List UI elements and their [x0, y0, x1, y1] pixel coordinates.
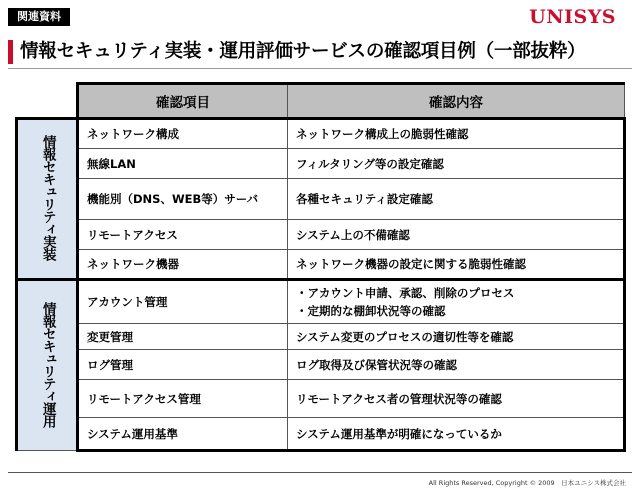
category-cell	[17, 119, 78, 280]
table-row	[17, 179, 625, 220]
table-row	[17, 350, 625, 380]
check-item-cell: 変更管理	[78, 324, 288, 350]
check-content-line: システム上の不備確認	[296, 227, 410, 242]
page-title: 情報セキュリティ実装・運用評価サービスの確認項目例（一部抜粋）	[20, 41, 586, 62]
check-content-cell	[288, 250, 625, 280]
table-row	[17, 324, 625, 350]
check-items-table	[15, 82, 626, 452]
unisys-logo: UNISYS	[529, 6, 616, 28]
category-label: 情報セキュリティ運用	[39, 301, 56, 427]
check-content-cell	[288, 280, 625, 324]
table-row	[17, 380, 625, 418]
check-content-line: 各種セキュリティ設定確認	[296, 192, 433, 206]
copyright-footer: All Rights Reserved, Copyright © 2009 日本ユニシス株式会社	[428, 479, 626, 487]
table-body	[17, 119, 625, 451]
table-row	[17, 220, 625, 250]
check-content-cell	[288, 220, 625, 250]
table-row	[17, 149, 625, 179]
check-content-cell	[288, 119, 625, 149]
related-materials-tag: 関連資料	[8, 8, 70, 26]
title-accent-bar	[8, 40, 13, 64]
check-content-cell	[288, 380, 625, 418]
table-header-row	[17, 84, 625, 119]
check-item-cell: システム運用基準	[78, 418, 288, 451]
check-content-line: ネットワーク機器の設定に関する脆弱性確認	[296, 257, 526, 271]
check-content-line: ネットワーク構成上の脆弱性確認	[296, 127, 469, 141]
check-content-cell	[288, 350, 625, 380]
check-item-cell: ネットワーク機器	[78, 250, 288, 280]
check-content-line: ログ取得及び保管状況等の確認	[296, 357, 457, 372]
table-row	[17, 418, 625, 451]
check-content-cell	[288, 418, 625, 451]
check-content-cell	[288, 324, 625, 350]
check-item-cell: ログ管理	[78, 350, 288, 380]
title-divider	[8, 68, 632, 69]
table-row	[17, 280, 625, 324]
check-item-cell: 無線LAN	[78, 149, 288, 179]
check-item-cell: リモートアクセス	[78, 220, 288, 250]
check-content-line: ・定期的な棚卸状況等の確認	[296, 304, 446, 318]
check-content-cell	[288, 149, 625, 179]
check-item-cell: 機能別（DNS、WEB等）サーバ	[78, 179, 288, 220]
check-content-line: システム変更のプロセスの適切性等を確認	[296, 329, 514, 344]
check-content-line: フィルタリング等の設定確認	[296, 156, 444, 171]
column-header-content: 確認内容	[288, 84, 625, 119]
check-content-line: リモートアクセス者の管理状況等の確認	[296, 391, 502, 406]
category-label: 情報セキュリティ実装	[39, 135, 56, 260]
check-item-cell: リモートアクセス管理	[78, 380, 288, 418]
check-content-line: ・アカウント申請、承認、削除のプロセス	[296, 286, 515, 300]
category-cell	[17, 280, 78, 451]
check-content-line: システム運用基準が明確になっているか	[296, 426, 502, 441]
header-blank-cell	[17, 84, 78, 119]
check-content-cell	[288, 179, 625, 220]
table-row	[17, 250, 625, 280]
footer-divider	[8, 472, 632, 473]
column-header-item: 確認項目	[78, 84, 288, 119]
check-item-cell: ネットワーク構成	[78, 119, 288, 149]
check-item-cell: アカウント管理	[78, 280, 288, 324]
table-row	[17, 119, 625, 149]
